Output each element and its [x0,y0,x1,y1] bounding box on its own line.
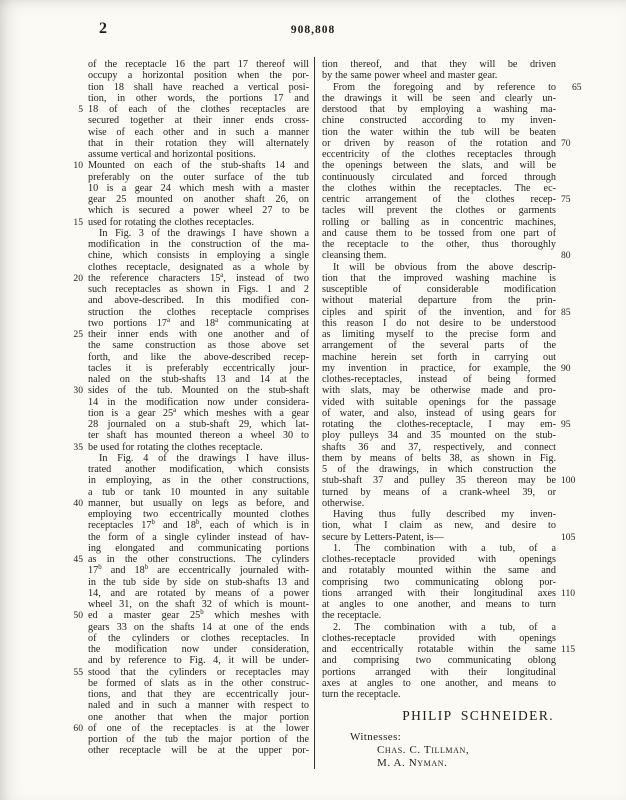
line-text: otherwise. [322,497,365,509]
text-line [322,599,556,610]
line-text: rolling or balling as in concentric machines, [322,216,556,228]
line-text: clothes-receptacle provided with openings [322,554,556,565]
line-text: the form of a single cylinder instead of hav- [88,531,309,543]
line-text: the openings between the slats, and will be [322,160,556,172]
margin-line-number: 35 [73,441,83,453]
line-text: tion, in other words, the portions 17 and [88,92,309,104]
line-text: the receptacle to the other, thus thoroughly [322,239,556,250]
line-text: susceptible of considerable modification [322,284,556,295]
line-text: 14, and are rotated by means of a power [88,587,309,599]
line-text: or driven by reason of the rotation and [322,137,556,149]
line-text: secured together at their inner ends cross- [88,115,309,127]
line-text: In Fig. 3 of the drawings I have shown a [99,227,309,239]
line-text: and above-described. In this modified con- [88,295,309,307]
text-line [78,104,309,115]
line-text: clothes-receptacle provided with openings [322,632,556,644]
text-line [88,678,309,689]
witnesses-label: Witnesses: [350,731,402,744]
text-line [322,610,556,621]
line-text: employing two eccentrically mounted clothes [88,509,309,520]
line-text: manner, but usually on legs as before, and [88,497,309,509]
text-line [88,700,309,711]
text-line [88,622,309,633]
text-line [322,284,556,295]
text-line [88,149,309,160]
text-line [322,250,571,262]
line-text: 17$^b$ and 18$^b$ are eccentrically journaled with- [88,564,310,577]
line-text: preferably on the outer surface of the tub [88,171,309,183]
line-text: axes at angles to one another, and means to [322,677,556,689]
margin-line-number: 65 [572,81,582,93]
text-line [322,453,556,464]
text-line [322,531,576,543]
text-line [73,271,309,284]
line-text: stood that the cylinders or receptacles may [88,666,309,678]
text-line [88,262,309,273]
line-text: turned by means of a crank-wheel 39, or [322,486,556,498]
text-line [88,712,309,723]
line-text: shafts 36 and 37, respectively, and connect [322,441,556,453]
text-line [322,340,556,351]
text-line [73,329,309,340]
text-line [88,205,309,216]
text-line [88,655,309,666]
margin-line-number: 30 [73,385,83,397]
text-line [322,183,556,194]
text-line [88,82,309,93]
margin-line-number: 5 [78,104,83,115]
text-line [322,59,556,70]
text-line [322,565,556,576]
text-line [88,172,309,183]
line-text: chine constructed according to my inven- [322,115,556,127]
line-text: my invention in practice, for example, the [322,362,556,374]
line-text: secure by Letters-Patent, is— [322,531,444,543]
text-line [73,554,309,565]
line-text: modification in the construction of the ma- [88,239,309,250]
text-line [322,667,556,678]
text-line [88,127,309,138]
line-text: clothes receptacle, designated as a whole by [88,261,309,273]
line-text: and eccentrically rotatable within the same [322,644,556,655]
line-text: and by reference to Fig. 4, it will be under- [88,655,309,667]
line-text: the same construction as those above set [88,340,309,352]
text-line [73,722,309,734]
text-line [88,453,309,464]
text-line [322,239,556,250]
line-text: and cause them to be tossed from one part of [322,227,556,239]
line-text: derstood that by employing a washing ma- [322,104,556,115]
line-text: naled and in such a manner with respect to [88,700,309,712]
line-text: tions, and that they are eccentrically jour- [88,689,309,700]
text-line [88,93,309,104]
margin-line-number: 10 [73,160,83,172]
text-line [322,509,556,520]
text-line [322,262,556,273]
line-text: tion the water within the tub will be beaten [322,126,556,138]
line-text: the receptacle. [322,610,382,622]
patent-number: 908,808 [290,24,336,36]
text-line [322,633,556,644]
text-line [88,352,309,363]
line-text: 14 in the modification now under considera- [88,396,309,408]
margin-line-number: 100 [561,475,576,487]
text-line [322,655,556,666]
line-text: as in the other constructions. The cylinders [88,554,309,565]
line-text: two portions 17$^a$ and 18$^a$ communicating at [88,316,309,329]
margin-line-number: 115 [561,644,576,655]
text-line [88,520,309,531]
text-line [73,609,310,622]
line-text: 18 of each of the clothes receptacles are [88,104,309,115]
text-line [322,352,556,363]
margin-line-number: 75 [561,194,571,205]
text-line [88,228,309,239]
text-line [322,194,571,205]
text-line [322,81,582,93]
text-line [73,497,309,509]
line-text: cleansing them. [322,250,387,262]
line-text: of water, and also, instead of using gears for [322,407,556,419]
text-line [88,59,309,70]
line-text: machine herein set forth in carrying out [322,351,556,363]
text-line [322,385,556,396]
witness-name: Chas. C. Tillman, [377,744,470,757]
right-column [322,59,582,770]
text-line [322,475,576,487]
witnesses-block [322,731,556,769]
text-line [88,295,309,306]
line-text: the reference characters 15$^a$, instead of two [88,271,309,284]
text-line [322,397,556,408]
text-line [322,689,556,700]
line-text: tions arranged with their longitudinal axes [322,587,556,599]
line-text: continuously circulated and forced through [322,171,556,183]
margin-line-number: 50 [73,610,83,622]
text-line [322,172,556,183]
line-text: struction the clothes receptacle comprises [88,306,309,318]
margin-line-number: 80 [561,250,571,262]
line-text: at angles to one another, and means to turn [322,599,556,610]
line-text: without material departure from the prin- [322,295,556,307]
text-line [322,205,556,216]
text-line [88,464,309,475]
text-line [73,216,309,228]
text-line [322,329,556,340]
text-line [322,644,576,655]
line-text: tacles it is preferably eccentrically jour- [88,362,309,374]
line-text: in the tub side by side on stub-shafts 13 and [88,576,309,588]
text-line [88,419,309,430]
text-line [88,565,309,576]
line-text: eccentricity of the clothes receptacles through [322,149,556,160]
text-line [88,577,309,588]
line-text: turn the receptacle. [322,689,401,700]
text-line [88,734,309,745]
line-text: tion thereof, and that they will be driven [322,59,556,70]
text-line [88,475,309,486]
text-line [88,183,309,194]
text-line [322,577,556,588]
line-text: be formed of slats as in the other construc- [88,677,309,689]
margin-line-number: 90 [561,362,571,374]
line-text: tacles will prevent the clothes or garments [322,205,556,217]
text-line [322,217,556,228]
text-line [322,273,556,284]
text-line [88,487,309,498]
text-line [322,543,556,554]
line-text: portion of the tub the major portion of the [88,734,309,745]
line-text: ciples and spirit of the invention, and for [322,306,556,318]
text-line [322,408,556,419]
line-text: centric arrangement of the clothes recep- [322,194,556,205]
line-text: in employing, as in the other constructions, [88,475,309,487]
text-line [88,340,309,351]
text-line [73,666,309,678]
text-line [88,115,309,126]
text-line [322,228,556,239]
line-text: and rotatably mounted within the same and [322,565,556,577]
text-line [88,363,309,374]
margin-line-number: 55 [73,666,83,678]
line-text: ter shaft has mounted thereon a wheel 30 to [88,430,309,442]
text-line [88,284,309,295]
text-line [88,374,309,385]
line-text: wheel 31, on the shaft 32 of which is mount- [88,599,309,610]
text-line [322,137,571,149]
margin-line-number: 45 [73,554,83,565]
text-line [322,115,556,126]
text-line [88,307,309,318]
text-line [322,70,556,81]
text-line [322,160,556,171]
text-line [88,138,309,149]
text-line [88,745,309,756]
text-line [322,587,576,599]
line-text: wise of each other and in such a manner [88,126,309,138]
line-text: 10 is a gear 24 which mesh with a master [88,182,309,194]
line-text: and comprising two communicating oblong [322,655,556,667]
line-text: with slats, may be otherwise made and pro- [322,385,556,397]
line-text: the clothes within the receptacles. The ec- [322,182,556,194]
line-text: of the cylinders or clothes receptacles. In [88,632,309,644]
line-text: the drawings it will be seen and clearly un- [322,92,556,104]
margin-line-number: 110 [561,587,576,599]
line-text: which is secured a power wheel 27 to be [88,205,309,217]
line-text: chine, which consists in employing a single [88,250,309,262]
text-line [88,543,309,554]
margin-line-number: 25 [73,329,83,340]
line-text: gear 25 mounted on another shaft 26, on [88,194,309,205]
margin-line-number: 95 [561,419,571,430]
text-line [88,633,309,644]
text-line [322,362,571,374]
text-line [88,194,309,205]
text-line [322,678,556,689]
text-line [88,239,309,250]
text-line [322,104,556,115]
margin-line-number: 60 [73,722,83,734]
line-text: stub-shaft 37 and pulley 35 thereon may be [322,475,556,487]
line-text: one another that when the major portion [88,711,309,723]
line-text: ploy pulleys 34 and 35 mounted on the stub- [322,430,556,442]
text-line [73,160,309,172]
line-text: ing elongated and communicating portions [88,542,309,554]
text-line [322,520,556,531]
line-text: vided with suitable openings for the passage [322,396,556,408]
margin-line-number: 40 [73,497,83,509]
text-line [88,588,309,599]
line-text: occupy a horizontal position when the por- [88,70,309,82]
text-line [88,397,309,408]
line-text: the modification now under consideration, [88,644,309,655]
line-text: them by means of belts 38, as shown in Fig. [322,452,556,464]
line-text: comprising two communicating oblong por- [322,576,556,588]
line-text: tion, what I claim as new, and desire to [322,520,556,532]
line-text: such receptacles as shown in Figs. 1 and 2 [88,284,309,295]
text-line [322,374,556,385]
line-text: of one of the receptacles is at the lower [88,722,309,734]
line-text: assume vertical and horizontal positions. [88,149,256,160]
line-text: 1. The combination with a tub, of a [333,542,556,554]
text-line [322,430,556,441]
line-text: trated another modification, which consists [88,464,309,475]
line-text: forth, and like the above-described recep- [88,351,309,363]
text-line [322,318,556,329]
text-line [322,487,556,498]
margin-line-number: 15 [73,216,83,228]
text-line [88,318,309,329]
line-text: sides of the tub. Mounted on the stub-shaft [88,385,309,397]
line-text: be used for rotating the clothes receptacle. [88,441,263,453]
text-line [88,599,309,610]
line-text: a tub or tank 10 mounted in any suitable [88,486,309,498]
text-line [322,464,556,475]
line-text: From the foregoing and by reference to [333,81,556,93]
line-text: rotating the clothes-receptacle, I may em- [322,419,556,430]
page-number: 2 [99,20,108,37]
line-text: tion that the improved washing machine is [322,272,556,284]
line-text: used for rotating the clothes receptacles. [88,216,255,228]
line-text: In Fig. 4 of the drawings I have illus- [99,452,309,464]
line-text: this reason I do not desire to be understood [322,317,556,329]
text-line [88,689,309,700]
text-line [88,430,309,441]
line-text: tion 18 shall have reached a vertical posi- [88,81,309,93]
line-text: gears 33 on the shafts 14 at one of the ends [88,621,309,633]
text-line [322,127,556,138]
text-line [322,419,571,430]
text-line [88,70,309,81]
line-text: It will be obvious from the above descrip- [333,261,556,273]
line-text: ed a master gear 25$^b$ which meshes with [88,609,310,622]
left-column [73,59,310,757]
line-text: receptacles 17$^b$ and 18$^b$, each of which is in [88,519,309,532]
text-line [73,385,309,397]
text-line [88,250,309,261]
line-text: by the same power wheel and master gear. [322,70,498,82]
line-text: their inner ends with one another and of [88,329,309,340]
line-text: of the receptacle 16 the part 17 thereof will [88,59,309,70]
margin-line-number: 105 [561,531,576,543]
text-line [88,644,309,655]
line-text: that in their rotation they will alternately [88,137,309,149]
line-text: clothes-receptacles, instead of being formed [322,374,556,385]
line-text: 2. The combination with a tub, of a [333,621,556,633]
line-text: Having thus fully described my inven- [333,509,556,520]
inventor-signature: PHILIP SCHNEIDER. [402,708,554,724]
line-text: 28 journaled on a stub-shaft 29, which lat- [88,419,309,430]
margin-line-number: 70 [561,137,571,149]
line-text: Mounted on each of the stub-shafts 14 and [88,160,309,172]
margin-line-number: 20 [73,272,83,284]
text-line [322,622,556,633]
text-line [322,93,556,104]
text-line [73,441,309,453]
text-line [88,532,309,543]
line-text: as limiting myself to the precise form and [322,329,556,340]
text-line [322,498,556,509]
column-divider [314,57,315,769]
line-text: naled on the stub-shafts 13 and 14 at the [88,374,309,385]
margin-line-number: 85 [561,306,571,318]
text-line [322,306,571,318]
text-line [322,442,556,453]
line-text: other receptacle will be at the upper por- [88,745,309,757]
line-text: tion is a gear 25$^a$ which meshes with a gear [88,406,309,419]
line-text: 5 of the drawings, in which construction the [322,464,556,475]
line-text: portions arranged with their longitudinal [322,666,556,678]
text-line [322,554,556,565]
line-text: arrangement of the several parts of the [322,340,556,352]
text-line [88,408,309,419]
witness-name: M. A. Nyman. [377,757,448,770]
text-line [322,149,556,160]
text-line [322,295,556,306]
